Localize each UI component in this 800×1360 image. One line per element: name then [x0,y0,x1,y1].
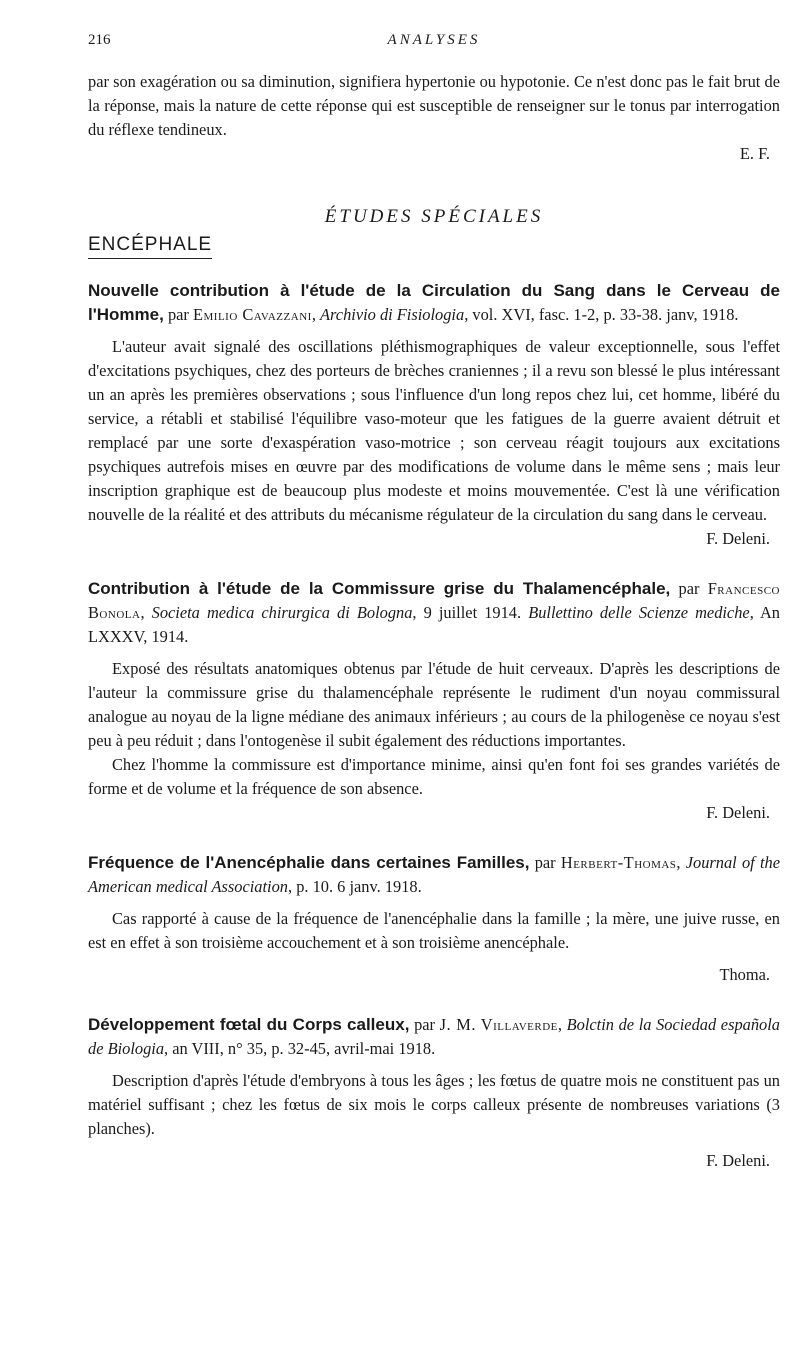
article-journal: Journal of the American medical Association [88,853,780,896]
article-paragraph: Cas rapporté à cause de la fréquence de l'anencéphalie dans la famille ; la mère, une juive russe, en est en effet à son troisième accouchement et à son troisième anencéphale. [88,909,780,952]
article-author: J. M. Villaverde [439,1015,558,1034]
article-reference-secondary: , An LXXXV, 1914. [88,603,780,646]
article-paragraph: Exposé des résultats anatomiques obtenus par l'étude de huit cerveaux. D'après les descriptions de l'auteur la commissure grise du thalamencéphale représente le rudiment d'un noyau commissural analogue au noyau de la ligne médiane des animaux inférieurs ; au cours de la philogenèse ce noyau s'est peu à peu réduit ; dans l'ontogenèse il subit également des réductions importantes. [88,659,780,750]
article-title: Fréquence de l'Anencéphalie dans certaines Familles, [88,853,530,872]
article-journal: Archivio di Fisiologia [320,305,465,324]
article-signature: F. Deleni. [706,1151,770,1170]
running-title: ANALYSES [387,32,481,48]
article-paragraph: Description d'après l'étude d'embryons à tous les âges ; les fœtus de quatre mois ne constituent pas un matériel suffisant ; chez les fœtus de six mois le corps calleux présente de nombreuses variations (3 planches). [88,1071,780,1138]
article-reference: , vol. XVI, fasc. 1-2, p. 33-38. janv, 1918. [464,305,739,324]
article-journal: Bolctin de la Sociedad española de Biologia [88,1015,780,1058]
article-signature: F. Deleni. [706,803,770,822]
article [88,577,780,825]
article-paragraph: L'auteur avait signalé des oscillations pléthismographiques de valeur exceptionnelle, sous l'effet d'excitations psychiques, chez des porteurs de brèches craniennes ; il a revu son blessé le plus intéressant un an après les premières observations ; sous l'influence d'un long repos chez lui, cet homme, libéré du service, a rétabli et stabilisé l'équilibre vaso-moteur que les fatigues de la guerre avaient détruit et remplacé par une sorte d'exaspération vaso-motrice ; son cerveau réagit toujours aux excitations psychiques autrefois mises en œuvre par des modifications de volume dans le même sens ; mais leur inscription graphique est de beaucoup plus modeste et moins mouvementée. C'est là une vérification nouvelle de la réalité et des attributs du mécanisme régulateur de la circulation du sang dans le cerveau. [88,337,780,524]
article-author: Francesco Bonola [88,579,780,622]
article-reference: , 9 juillet 1914. [412,603,522,622]
article-by: par [534,853,556,872]
article-title: Contribution à l'étude de la Commissure grise du Thalamencéphale, [88,579,671,598]
article-paragraph: Chez l'homme la commissure est d'importance minime, ainsi qu'en font foi ses grandes variétés de forme et de volume et la fréquence de son absence. [88,755,780,798]
intro-paragraph: par son exagération ou sa diminution, signifiera hypertonie ou hypotonie. Ce n'est donc pas le fait brut de la réponse, mais la nature de cette réponse qui est susceptible de renseigner sur le tonus par interrogation du réflexe tendineux. [88,72,780,139]
article [88,279,780,551]
article-journal: Societa medica chirurgica di Bologna [151,603,413,622]
article-author: Emilio Cavazzani [193,305,312,324]
article [88,1013,780,1173]
article-heading: Développement fœtal du Corps calleux, par J. M. Villaverde, Bolctin de la Sociedad española de Biologia, an VIII, n° 35, p. 32-45, avril-mai 1918. [88,1015,780,1058]
page-number: 216 [88,32,111,48]
category-heading: ENCÉPHALE [88,234,212,259]
article-reference: , an VIII, n° 35, p. 32-45, avril-mai 1918. [164,1039,436,1058]
article-signature: F. Deleni. [706,529,770,548]
page [88,30,780,1173]
article-by: par [678,579,700,598]
intro-signature: E. F. [739,144,770,163]
article-by: par [414,1015,435,1034]
article-signature: Thoma. [719,965,770,984]
article-author: Herbert-Thomas [560,853,677,872]
article-by: par [167,305,189,324]
section-title: ÉTUDES SPÉCIALES [324,206,544,227]
article-journal-secondary: Bullettino delle Scienze mediche [528,603,750,622]
article [88,851,780,987]
article-title: Développement fœtal du Corps calleux, [88,1015,410,1034]
article-heading: Contribution à l'étude de la Commissure grise du Thalamencéphale, par Francesco Bonola, Societa medica chirurgica di Bologna, 9 juillet 1914. Bullettino delle Scienze mediche, An LXXXV, 1914. [88,579,780,646]
article-reference: , p. 10. 6 janv. 1918. [288,877,422,896]
page-header [88,30,780,56]
article-heading: Fréquence de l'Anencéphalie dans certaines Familles, par Herbert-Thomas, Journal of the American medical Association, p. 10. 6 janv. 1918. [88,853,780,896]
article-heading: Nouvelle contribution à l'étude de la Circulation du Sang dans le Cerveau de l'Homme, par Emilio Cavazzani, Archivio di Fisiologia, vol. XVI, fasc. 1-2, p. 33-38. janv, 1918. [88,281,780,324]
article-title: Nouvelle contribution à l'étude de la Circulation du Sang dans le Cerveau de l'Homme, [88,281,780,324]
